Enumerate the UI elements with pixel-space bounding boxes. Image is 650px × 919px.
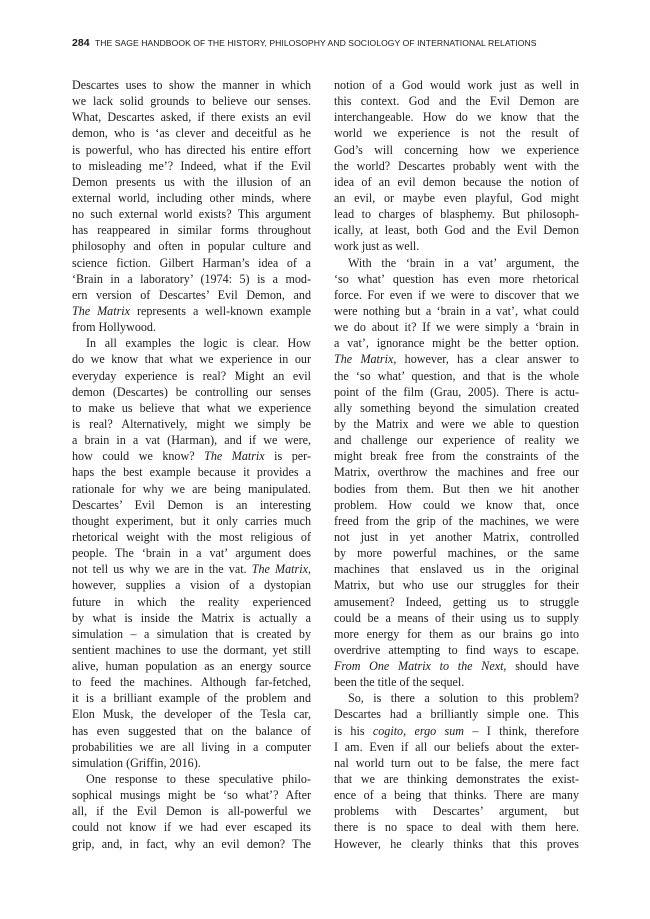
text-segment: One response to these speculative philo-: [86, 772, 311, 787]
text-segment: problem. How could we know that, once: [334, 497, 579, 512]
text-segment: do we know that what we experience in our: [72, 352, 311, 367]
text-line: [72, 335, 311, 351]
text-line: [72, 351, 311, 367]
text-line: [334, 497, 579, 513]
left-column: [72, 77, 311, 852]
text-segment: bodies from them. But then we hit another: [334, 481, 579, 496]
text-segment: and challenge our experience of reality we: [334, 433, 579, 448]
text-segment: is per-: [264, 449, 311, 464]
text-line: [72, 481, 311, 497]
text-segment: probabilities we are all living in a computer: [72, 739, 311, 754]
text-line: [334, 174, 579, 190]
text-segment: we do about it? If we were simply a ‘brain in: [334, 320, 579, 335]
italic-text: cogito, ergo sum: [372, 723, 465, 738]
running-title: THE SAGE HANDBOOK OF THE HISTORY, PHILOSOPHY AND SOCIOLOGY OF INTERNATIONAL RELATIONS: [94, 38, 537, 48]
text-segment: there is no space to deal with them here.: [334, 820, 579, 835]
italic-text: The Matrix: [251, 562, 308, 577]
text-segment: science fiction. Gilbert Harman’s idea of a: [72, 255, 311, 270]
text-line: [72, 626, 311, 642]
text-line: [72, 594, 311, 610]
text-line: [334, 335, 579, 351]
text-segment: ‘Brain in a laboratory’ (1974: 5) is a mod-: [72, 271, 311, 286]
italic-text: The Matrix: [72, 303, 131, 318]
text-line: [334, 432, 579, 448]
text-segment: force. For even if we were to discover that we: [334, 287, 579, 302]
text-segment: all, if the Evil Demon is all-powerful we: [72, 804, 311, 819]
page-number: 284: [72, 37, 90, 49]
text-line: [72, 400, 311, 416]
text-line: [72, 577, 311, 593]
text-line: [334, 158, 579, 174]
text-line: [334, 77, 579, 93]
text-segment: What, Descartes asked, if there exists an evil: [72, 110, 311, 125]
text-line: [72, 125, 311, 141]
text-segment: a brain in a vat (Harman), and if we were,: [72, 433, 311, 448]
text-segment: sentient machines to use the dormant, yet still: [72, 642, 311, 657]
text-segment: the ‘so what’ question, and that is the whole: [334, 368, 579, 383]
text-line: [334, 706, 579, 722]
italic-text: The Matrix: [204, 449, 265, 464]
text-line: [334, 658, 579, 674]
text-segment: been the title of the sequel.: [334, 675, 465, 690]
italic-text: From One Matrix to the Next,: [334, 659, 507, 674]
text-line: [334, 545, 579, 561]
text-line: [72, 303, 311, 319]
text-segment: Descartes’ Evil Demon is an interesting: [72, 497, 311, 512]
text-segment: that we are thinking demonstrates the exist-: [334, 772, 579, 787]
text-segment: haps the best example because it provides a: [72, 465, 311, 480]
text-line: [334, 93, 579, 109]
text-line: [72, 255, 311, 271]
text-line: [72, 739, 311, 755]
text-line: [334, 464, 579, 480]
text-segment: might break free from the constraints of the: [334, 449, 579, 464]
text-segment: to make us believe that what we experience: [72, 400, 311, 415]
text-segment: In all examples the logic is clear. How: [86, 336, 311, 351]
text-segment: however, supplies a vision of a dystopian: [72, 578, 311, 593]
text-segment: ,: [307, 562, 311, 577]
text-line: [334, 771, 579, 787]
text-segment: Descartes had a brilliantly simple one. This: [334, 707, 579, 722]
text-segment: alive, human population as an energy source: [72, 659, 311, 674]
text-segment: Matrix, but who use our struggles for their: [334, 578, 579, 593]
text-line: [72, 529, 311, 545]
text-line: [72, 222, 311, 238]
text-segment: the world? Descartes probably went with the: [334, 158, 579, 173]
text-line: [334, 626, 579, 642]
text-line: [334, 319, 579, 335]
text-segment: notion of a God would work just as well in: [334, 78, 579, 92]
text-segment: nal world turn out to be false, the mere fact: [334, 755, 579, 770]
text-line: [72, 690, 311, 706]
text-line: [72, 819, 311, 835]
text-segment: thought experiment, but it only carries much: [72, 513, 311, 528]
text-line: [72, 93, 311, 109]
text-segment: could not know if we had ever escaped its: [72, 820, 311, 835]
text-segment: is real? Alternatively, might we simply be: [72, 416, 311, 431]
text-line: [334, 287, 579, 303]
text-segment: simulation – a simulation that is created by: [72, 626, 311, 641]
text-segment: more energy for them as our brains go into: [334, 626, 579, 641]
text-line: [72, 448, 311, 464]
text-line: [72, 142, 311, 158]
text-line: [334, 739, 579, 755]
text-line: [334, 303, 579, 319]
text-line: [72, 206, 311, 222]
text-segment: people. The ‘brain in a vat’ argument does: [72, 546, 311, 561]
text-segment: So, is there a solution to this problem?: [348, 691, 579, 706]
text-line: [72, 158, 311, 174]
text-segment: sophical musings might be ‘so what’? After: [72, 788, 311, 803]
text-line: [72, 238, 311, 254]
text-line: [334, 594, 579, 610]
text-segment: point of the film (Grau, 2005). There is actu-: [334, 384, 579, 399]
text-segment: rationale for why we are being manipulated.: [72, 481, 311, 496]
text-segment: we lack solid grounds to believe our senses.: [72, 94, 311, 109]
text-line: [334, 803, 579, 819]
text-segment: idea of an evil demon because the notion of: [334, 174, 579, 189]
text-line: [334, 416, 579, 432]
text-line: [334, 448, 579, 464]
text-segment: by the Matrix and were we able to question: [334, 416, 579, 431]
text-line: [334, 481, 579, 497]
text-segment: freed from the grip of the machines, we were: [334, 513, 579, 528]
text-segment: – I think, therefore: [464, 723, 579, 738]
text-segment: Elon Musk, the developer of the Tesla car,: [72, 707, 311, 722]
text-line: [334, 529, 579, 545]
text-segment: has even suggested that on the balance of: [72, 723, 311, 738]
right-column: [334, 77, 579, 852]
text-line: [334, 206, 579, 222]
text-segment: grip, and, in fact, why an evil demon? The: [72, 836, 311, 851]
text-line: [72, 271, 311, 287]
text-segment: simulation (Griffin, 2016).: [72, 755, 201, 770]
italic-text: The Matrix: [334, 352, 394, 367]
text-segment: world we experience is not the result of: [334, 126, 579, 141]
text-segment: lead to charges of blasphemy. But philosoph-: [334, 207, 579, 222]
text-segment: Matrix, overthrow the machines and free our: [334, 465, 579, 480]
text-segment: Demon presents us with the illusion of an: [72, 174, 311, 189]
text-segment: ically, at least, both God and the Evil Demon: [334, 223, 579, 238]
text-line: [334, 351, 579, 367]
text-line: [72, 803, 311, 819]
text-line: [334, 674, 579, 690]
text-line: [72, 706, 311, 722]
text-segment: by more powerful machines, or the same: [334, 546, 579, 561]
text-segment: future in which the reality experienced: [72, 594, 311, 609]
text-segment: should have: [506, 659, 579, 674]
text-line: [72, 174, 311, 190]
text-line: [334, 690, 579, 706]
text-segment: interchangeable. How do we know that the: [334, 110, 579, 125]
text-line: [72, 610, 311, 626]
text-segment: philosophy and often in popular culture and: [72, 239, 311, 254]
text-line: [334, 255, 579, 271]
text-segment: ence of a being that thinks. There are many: [334, 788, 579, 803]
text-segment: is his: [334, 723, 373, 738]
text-line: [72, 432, 311, 448]
text-segment: an evil, or maybe even playful, God might: [334, 190, 579, 205]
text-line: [334, 723, 579, 739]
text-line: [72, 755, 311, 771]
text-segment: were nothing but a ‘brain in a vat’, what could: [334, 303, 579, 318]
text-line: [72, 319, 311, 335]
text-segment: a vat’, ignorance might be the better option.: [334, 336, 579, 351]
text-line: [334, 384, 579, 400]
text-segment: represents a well-known example: [130, 303, 311, 318]
text-line: [334, 836, 579, 852]
text-line: [72, 384, 311, 400]
text-segment: rhetorical weight with the most religious of: [72, 529, 311, 544]
text-segment: However, he clearly thinks that this proves: [334, 836, 579, 851]
text-line: [334, 109, 579, 125]
text-line: [72, 674, 311, 690]
text-line: [72, 787, 311, 803]
text-line: [334, 561, 579, 577]
text-line: [72, 771, 311, 787]
text-line: [334, 368, 579, 384]
text-line: [334, 125, 579, 141]
text-line: [334, 238, 579, 254]
text-line: [72, 836, 311, 852]
text-line: [334, 271, 579, 287]
text-segment: not tell us why we are in the vat.: [72, 562, 252, 577]
text-line: [72, 77, 311, 93]
text-segment: God’s will concerning how we experience: [334, 142, 579, 157]
text-segment: amusement? Indeed, getting us to struggle: [334, 594, 579, 609]
text-segment: demon (Descartes) be controlling our senses: [72, 384, 311, 399]
text-segment: from Hollywood.: [72, 320, 156, 335]
text-line: [334, 400, 579, 416]
text-line: [72, 497, 311, 513]
text-line: [334, 577, 579, 593]
text-line: [334, 222, 579, 238]
text-segment: machines that enslaved us in the original: [334, 562, 579, 577]
text-segment: problems with Descartes’ argument, but: [334, 804, 579, 819]
text-line: [72, 642, 311, 658]
text-line: [72, 464, 311, 480]
text-segment: With the ‘brain in a vat’ argument, the: [348, 255, 579, 270]
text-segment: external world, including other minds, where: [72, 190, 311, 205]
text-segment: overdrive attempting to find ways to escape.: [334, 642, 579, 657]
text-segment: this context. God and the Evil Demon are: [334, 94, 579, 109]
text-segment: ern version of Descartes’ Evil Demon, and: [72, 287, 311, 302]
text-line: [334, 755, 579, 771]
text-line: [72, 190, 311, 206]
text-segment: demon, who is ‘as clever and deceitful as he: [72, 126, 311, 141]
text-line: [72, 723, 311, 739]
text-segment: by what is inside the Matrix is actually a: [72, 610, 311, 625]
text-line: [72, 513, 311, 529]
text-segment: to misleading me’? Indeed, what if the Evil: [72, 158, 311, 173]
text-line: [334, 642, 579, 658]
running-header: [72, 37, 592, 51]
text-line: [72, 287, 311, 303]
text-line: [72, 368, 311, 384]
text-line: [72, 109, 311, 125]
text-segment: is powerful, who has directed his entire effort: [72, 142, 311, 157]
text-segment: has reappeared in similar forms throughout: [72, 223, 311, 238]
text-segment: how could we know?: [72, 449, 205, 464]
text-segment: ‘so what’ question has even more rhetorical: [334, 271, 579, 286]
text-line: [72, 545, 311, 561]
text-segment: I am. Even if all our beliefs about the exter-: [334, 739, 579, 754]
text-segment: work just as well.: [334, 239, 420, 254]
text-segment: no such external world exists? This argument: [72, 207, 311, 222]
text-segment: ally something beyond the simulation created: [334, 400, 579, 415]
text-line: [72, 658, 311, 674]
text-line: [334, 787, 579, 803]
text-line: [72, 561, 311, 577]
text-line: [334, 513, 579, 529]
text-line: [334, 819, 579, 835]
text-segment: everyday experience is real? Might an evil: [72, 368, 311, 383]
text-segment: , however, has a clear answer to: [393, 352, 579, 367]
text-line: [334, 190, 579, 206]
text-segment: could be a means of their using us to supply: [334, 610, 579, 625]
text-line: [72, 416, 311, 432]
text-line: [334, 142, 579, 158]
text-segment: it is a brilliant example of the problem and: [72, 691, 311, 706]
text-segment: not just in yet another Matrix, controlled: [334, 529, 579, 544]
text-segment: to feed the machines. Although far-fetched,: [72, 675, 311, 690]
text-segment: Descartes uses to show the manner in which: [72, 78, 311, 92]
text-line: [334, 610, 579, 626]
